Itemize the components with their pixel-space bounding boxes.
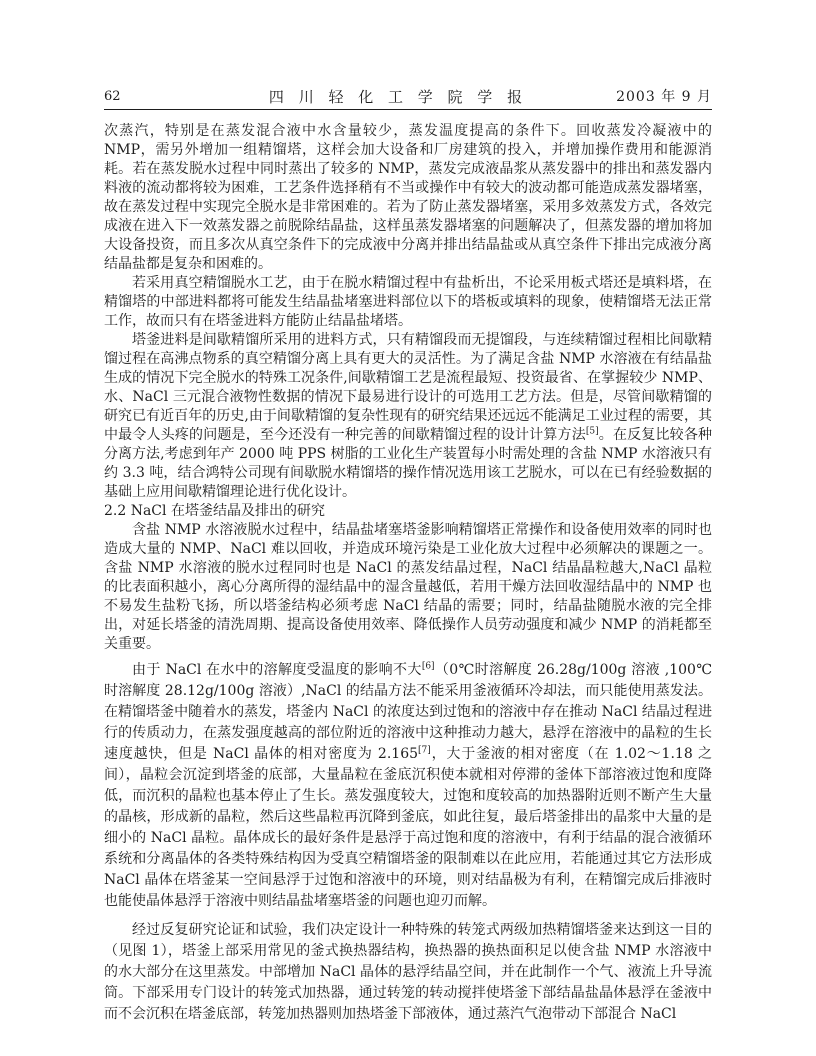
paragraph-text: 塔釜进料是间歇精馏所采用的进料方式，只有精馏段而无提馏段，与连续精馏过程相比间歇精馏过程在高沸点物系的真空精馏分离上具有更大的灵活性。为了满足含盐 NMP 水溶液在有结晶盐生成的情况下完全脱水的特殊工况条件,间歇精馏工艺是流程最短、投资最省、在掌握较少 NMP、水、NaCl 三元混合液物性数据的情况下最易进行设计的可选用工艺方法。但是，尽管间歇精馏的研究已有近百年的历史,由于间歇精馏的复杂性现有的研究结果还远远不能满足工业过程的需要，其中最令人头疼的问题是，至今还没有一种完善的间歇精馏过程的设计计算方法	[104, 332, 712, 443]
paragraph	[104, 274, 712, 331]
issue-date: 2003 年 9 月	[616, 89, 712, 105]
article-body	[104, 110, 712, 1025]
section-heading: 2.2 NaCl 在塔釜结晶及排出的研究	[104, 503, 325, 519]
paragraph-text: 若采用真空精馏脱水工艺，由于在脱水精馏过程中有盐析出，不论采用板式塔还是填料塔，在精馏塔的中部进料都将可能发生结晶盐堵塞进料部位以下的塔板或填料的现象，使精馏塔无法正常工作，故而只有在塔釜进料方能防止结晶盐堵塔。	[104, 275, 712, 329]
paragraph-text: （0℃时溶解度 26.28g/100g 溶液 ,100℃时溶解度 28.12g/100g 溶液）,NaCl 的结晶方法不能采用釜液循环冷却法，而只能使用蒸发法。在精馏塔釜中随着水的蒸发，塔釜内 NaCl 的浓度达到过饱和的溶液中存在推动 NaCl 结晶过程进行的传质动力，在蒸发强度越高的部位附近的溶液中这种推动力越大，悬浮在溶液中的晶粒的生长速度越快，但是 NaCl 晶体的相对密度为 2.165	[104, 662, 712, 762]
paragraph	[104, 331, 712, 502]
paragraph	[104, 521, 712, 654]
paragraph-text: ，大于釜液的相对密度（在 1.02～1.18 之间），晶粒会沉淀到塔釜的底部，大量晶粒在釜底沉积使本就相对停滞的釜体下部溶液过饱和度降低，而沉积的晶粒也基本停止了生长。蒸发强度较大，过饱和度较高的加热器附近则不断产生大量的晶核，形成新的晶粒，然后这些晶粒再沉降到釜底，如此往复，最后塔釜排出的晶浆中大量的是细小的 NaCl 晶粒。晶体成长的最好条件是悬浮于高过饱和度的溶液中，有利于结晶的混合液循环系统和分离晶体的各类特殊结构因为受真空精馏塔釜的限制难以在此应用，若能通过其它方法形成 NaCl 晶体在塔釜某一空间悬浮于过饱和溶液中的环境，则对结晶极为有利，在精馏完成后排液时也能使晶体悬浮于溶液中则结晶盐堵塞塔釜的问题也迎刃而解。	[104, 746, 713, 909]
page-number: 62	[104, 89, 121, 104]
paragraph-text: 由于 NaCl 在水中的溶解度受温度的影响不大	[132, 662, 422, 678]
paragraph	[104, 920, 712, 1025]
paragraph-text: 。在反复比较各种分离方法,考虑到年产 2000 吨 PPS 树脂的工业化生产装置每小时需处理的含盐 NMP 水溶液只有约 3.3 吨，结合鸿特公司现有间歇脱水精馏塔的操作情况选用该工艺脱水，可以在已有经验数据的基础上应用间歇精馏理论进行优化设计。	[104, 427, 713, 500]
paragraph	[104, 660, 712, 912]
citation-ref-7: [7]	[418, 745, 431, 756]
paragraph-continuation	[104, 122, 712, 274]
paragraph-text: 含盐 NMP 水溶液脱水过程中，结晶盐堵塞塔釜影响精馏塔正常操作和设备使用效率的同时也造成大量的 NMP、NaCl 难以回收，并造成环境污染是工业化放大过程中必须解决的课题之一。含盐 NMP 水溶液的脱水过程同时也是 NaCl 的蒸发结晶过程，NaCl 结晶晶粒越大,NaCl 晶粒的比表面积越小，离心分离所得的湿结晶中的湿含量越低，若用干燥方法回收湿结晶中的 NMP 也不易发生盐粉飞扬，所以塔釜结构必须考虑 NaCl 结晶的需要；同时，结晶盐随脱水液的完全排出，对延长塔釜的清洗周期、提高设备使用效率、降低操作人员劳动强度和减少 NMP 的消耗都至关重要。	[104, 522, 712, 652]
journal-title: 四 川 轻 化 工 学 院 学 报	[268, 88, 528, 106]
citation-ref-5: [5]	[585, 426, 599, 437]
paragraph-text: 次蒸汽，特别是在蒸发混合液中水含量较少，蒸发温度提高的条件下。回收蒸发冷凝液中的 NMP，需另外增加一组精馏塔，这样会加大设备和厂房建筑的投入，并增加操作费用和能源消耗。若在蒸发脱水过程中同时蒸出了较多的 NMP，蒸发完成液晶浆从蒸发器中的排出和蒸发器内料液的流动都将较为困难，工艺条件选择稍有不当或操作中有较大的波动都可能造成蒸发器堵塞，故在蒸发过程中实现完全脱水是非常困难的。若为了防止蒸发器堵塞，采用多效蒸发方式，各效完成液在进入下一效蒸发器之前脱除结晶盐，这样虽蒸发器堵塞的问题解决了，但蒸发器的增加将加大设备投资，而且多次从真空条件下的完成液中分离并排出结晶盐或从真空条件下排出完成液分离结晶盐都是复杂和困难的。	[104, 123, 712, 272]
citation-ref-6: [6]	[421, 661, 435, 672]
paragraph-text: 经过反复研究论证和试验，我们决定设计一种特殊的转笼式两级加热精馏塔釜来达到这一目的（见图 1），塔釜上部采用常见的釜式换热器结构，换热器的换热面积足以使含盐 NMP 水溶液中的水大部分在这里蒸发。中部增加 NaCl 晶体的悬浮结晶空间，并在此制作一个气、液流上升导流筒。下部采用专门设计的转笼式加热器，通过转笼的转动搅拌使塔釜下部结晶盐晶体悬浮在釜液中而不会沉积在塔釜底部，转笼加热器则加热塔釜下部液体，通过蒸汽气泡带动下部混合 NaCl	[104, 922, 712, 1022]
page-header	[104, 88, 712, 110]
